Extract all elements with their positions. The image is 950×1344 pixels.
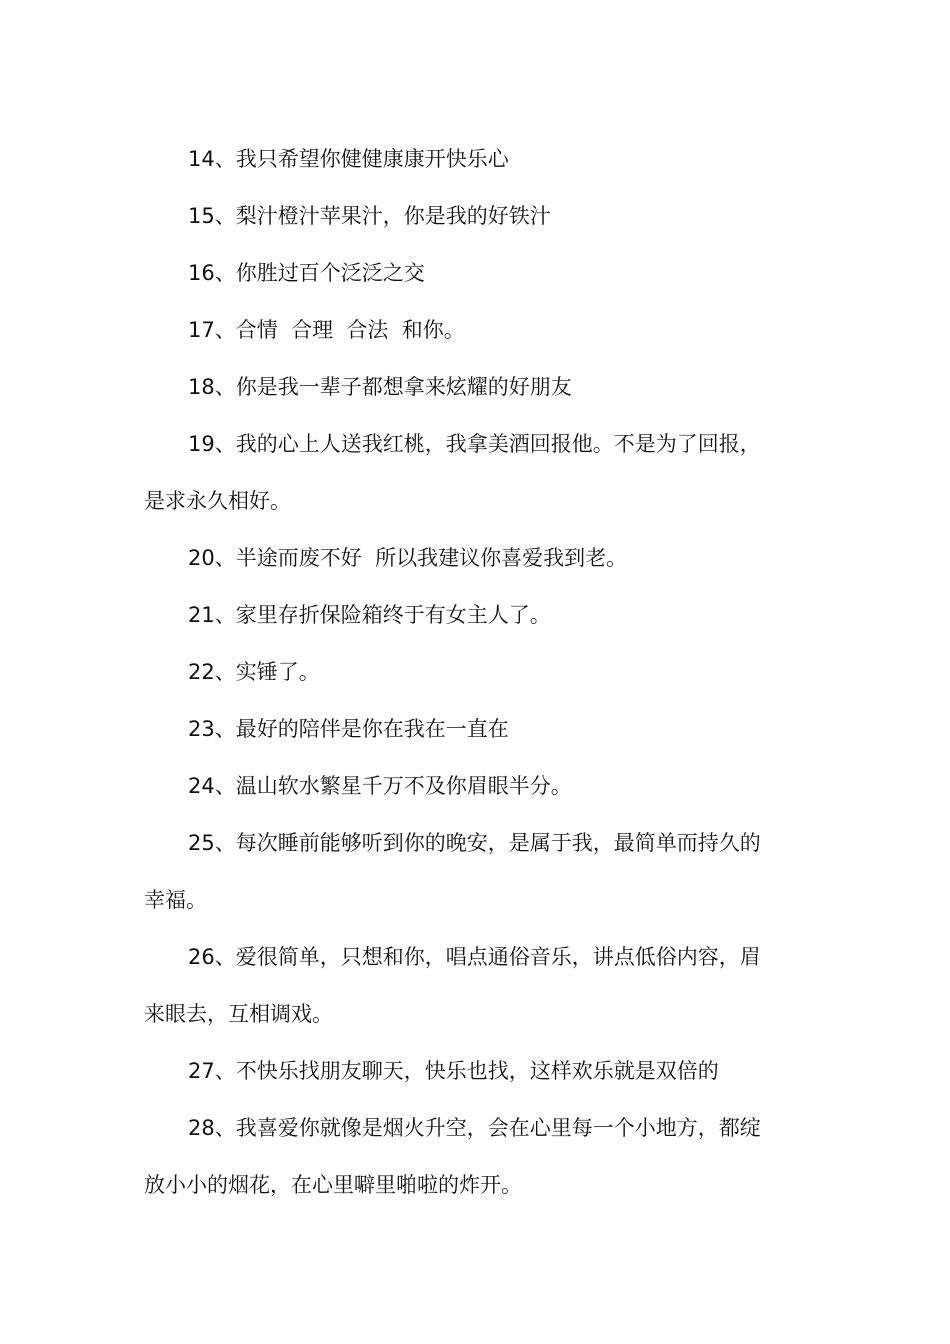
list-item-26-line-2: 来眼去，互相调戏。 — [144, 1002, 333, 1026]
list-item-24-line-1: 24、温山软水繁星千万不及你眉眼半分。 — [188, 774, 572, 798]
document-body — [144, 131, 808, 1214]
list-item-18-line-1: 18、你是我一辈子都想拿来炫耀的好朋友 — [188, 375, 572, 399]
list-item-28 — [144, 1100, 808, 1214]
list-item-23-line-1: 23、最好的陪伴是你在我在一直在 — [188, 717, 509, 741]
list-item-22-line-1: 22、实锤了。 — [188, 660, 320, 684]
list-item-15 — [144, 188, 808, 245]
list-item-25 — [144, 815, 808, 929]
list-item-20 — [144, 530, 808, 587]
list-item-22 — [144, 644, 808, 701]
list-item-17-line-1: 17、合情 合理 合法 和你。 — [188, 318, 465, 342]
list-item-28-line-2: 放小小的烟花，在心里噼里啪啦的炸开。 — [144, 1173, 522, 1197]
list-item-16 — [144, 245, 808, 302]
list-item-20-line-1: 20、半途而废不好 所以我建议你喜爱我到老。 — [188, 546, 628, 570]
list-item-14-line-1: 14、我只希望你健健康康开快乐心 — [188, 147, 509, 171]
list-item-21 — [144, 587, 808, 644]
list-item-16-line-1: 16、你胜过百个泛泛之交 — [188, 261, 425, 285]
list-item-26-line-1: 26、爱很简单，只想和你，唱点通俗音乐，讲点低俗内容，眉 — [188, 945, 761, 969]
list-item-25-line-1: 25、每次睡前能够听到你的晚安，是属于我，最简单而持久的 — [188, 831, 761, 855]
list-item-17 — [144, 302, 808, 359]
list-item-19-line-1: 19、我的心上人送我红桃，我拿美酒回报他。不是为了回报， — [188, 432, 761, 456]
list-item-24 — [144, 758, 808, 815]
list-item-18 — [144, 359, 808, 416]
list-item-27 — [144, 1043, 808, 1100]
list-item-25-line-2: 幸福。 — [144, 888, 207, 912]
list-item-15-line-1: 15、梨汁橙汁苹果汁，你是我的好铁汁 — [188, 204, 551, 228]
list-item-14 — [144, 131, 808, 188]
list-item-23 — [144, 701, 808, 758]
list-item-28-line-1: 28、我喜爱你就像是烟火升空，会在心里每一个小地方，都绽 — [188, 1116, 761, 1140]
list-item-19 — [144, 416, 808, 530]
list-item-26 — [144, 929, 808, 1043]
list-item-19-line-2: 是求永久相好。 — [144, 489, 291, 513]
list-item-27-line-1: 27、不快乐找朋友聊天，快乐也找，这样欢乐就是双倍的 — [188, 1059, 719, 1083]
list-item-21-line-1: 21、家里存折保险箱终于有女主人了。 — [188, 603, 551, 627]
